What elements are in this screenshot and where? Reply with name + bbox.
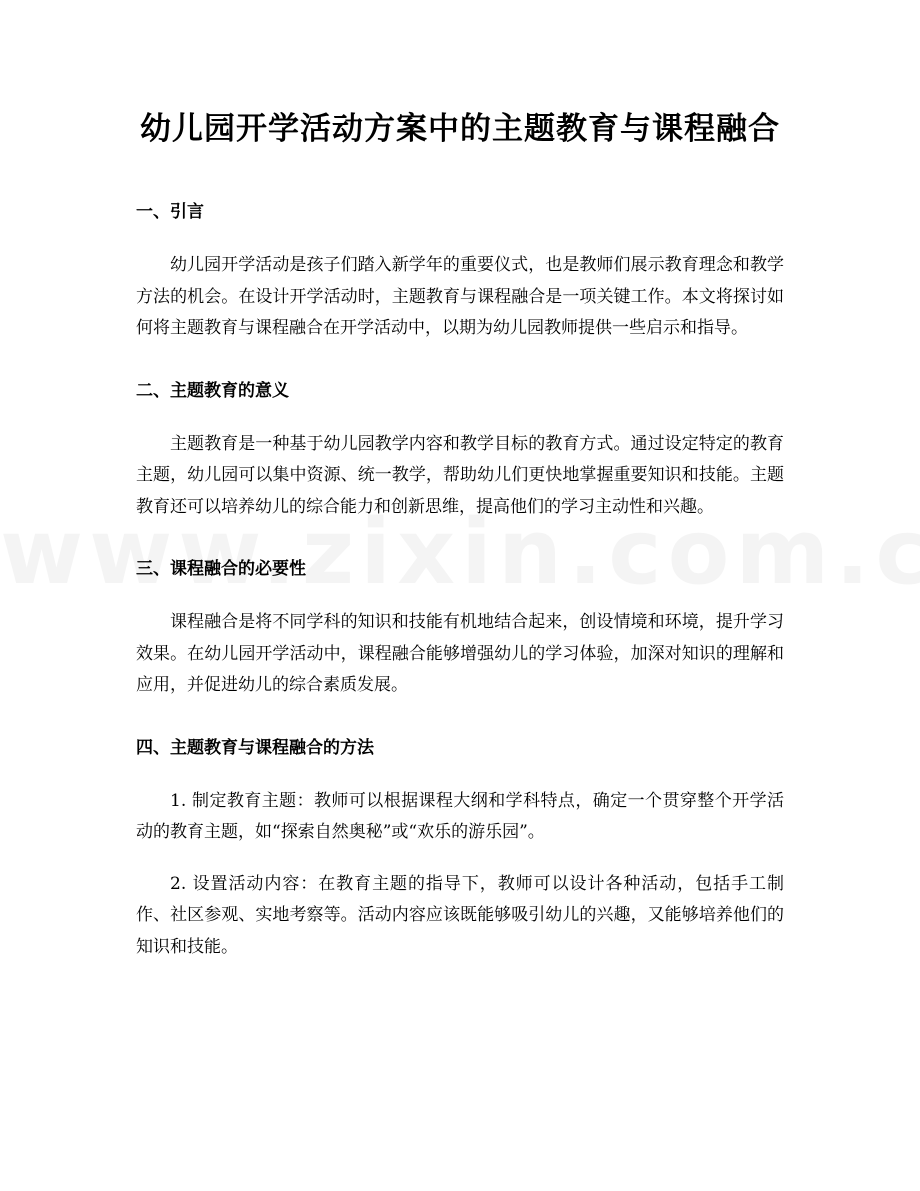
- section-heading-intro: 一、引言: [136, 202, 204, 222]
- section-heading-methods: 四、主题教育与课程融合的方法: [136, 737, 374, 758]
- list-item: 2. 设置活动内容：在教育主题的指导下，教师可以设计各种活动，包括手工制作、社区参观、实地考察等。活动内容应该既能够吸引幼儿的兴趣，又能够培养他们的知识和技能。: [136, 873, 784, 957]
- document-title: 幼儿园开学活动方案中的主题教育与课程融合: [140, 111, 780, 147]
- paragraph: 幼儿园开学活动是孩子们踏入新学年的重要仪式，也是教师们展示教育理念和教学方法的机会。在设计开学活动时，主题教育与课程融合是一项关键工作。本文将探讨如何将主题教育与课程融合在开学活动中，以期为幼儿园教师提供一些启示和指导。: [136, 255, 784, 338]
- paragraph: 主题教育是一种基于幼儿园教学内容和教学目标的教育方式。通过设定特定的教育主题，幼儿园可以集中资源、统一教学，帮助幼儿们更快地掌握重要知识和技能。主题教育还可以培养幼儿的综合能力和创新思维，提高他们的学习主动性和兴趣。: [136, 433, 784, 517]
- section-heading-necessity: 三、课程融合的必要性: [136, 559, 306, 579]
- paragraph: 课程融合是将不同学科的知识和技能有机地结合起来，创设情境和环境，提升学习效果。在幼儿园开学活动中，课程融合能够增强幼儿的学习体验，加深对知识的理解和应用，并促进幼儿的综合素质发展。: [136, 612, 784, 695]
- list-item: 1. 制定教育主题：教师可以根据课程大纲和学科特点，确定一个贯穿整个开学活动的教育主题，如“探索自然奥秘”或“欢乐的游乐园”。: [136, 790, 784, 842]
- section-heading-significance: 二、主题教育的意义: [136, 380, 289, 401]
